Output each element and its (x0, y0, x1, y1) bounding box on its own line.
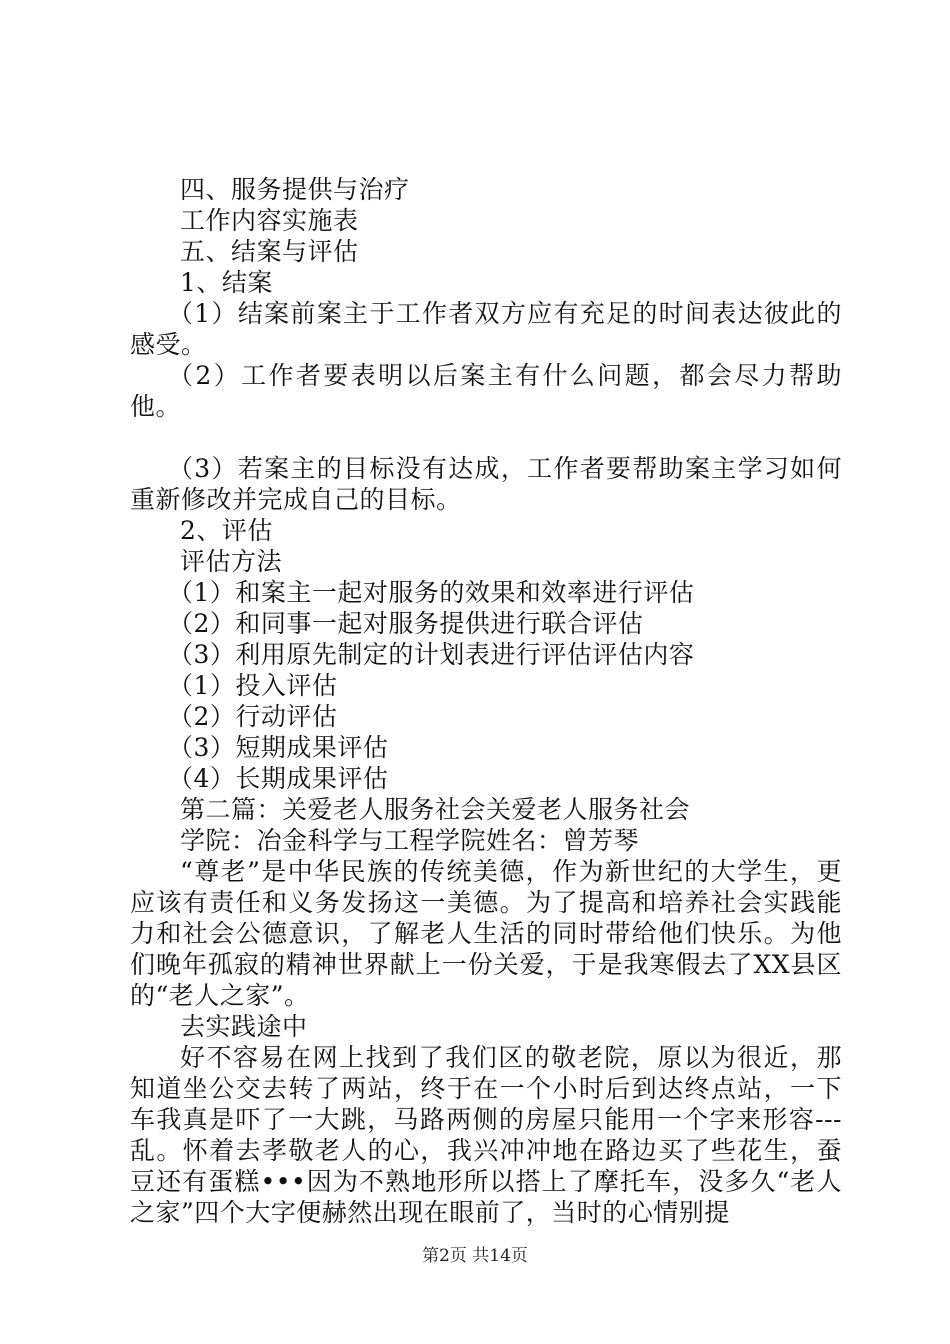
page-footer: 第2页 共14页 (422, 1246, 528, 1266)
paragraph: 好不容易在网上找到了我们区的敬老院，原以为很近，那知道坐公交去转了两站，终于在一个小时后到达终点站，一下车我真是吓了一大跳，马路两侧的房屋只能用一个字来形容---乱。怀着去孝敬老人的心，我兴冲冲地在路边买了些花生，蚕豆还有蛋糕•••因为不熟地形所以搭上了摩托车，没多久“老人之家”四个大字便赫然出现在眼前了，当时的心情别提 (130, 1043, 842, 1227)
list-item: （4）长期成果评估 (168, 764, 389, 793)
list-item: （3）利用原先制定的计划表进行评估评估内容 (168, 640, 695, 669)
paragraph: （3）若案主的目标没有达成，工作者要帮助案主学习如何重新修改并完成自己的目标。 (130, 454, 842, 514)
section-heading-service: 四、服务提供与治疗 (180, 175, 410, 204)
text-line: 工作内容实施表 (180, 206, 359, 235)
subheading-evaluation: 2、评估 (180, 516, 273, 545)
paragraph: （1）结案前案主于工作者双方应有充足的时间表达彼此的感受。 (130, 299, 842, 359)
section-heading-closing: 五、结案与评估 (180, 237, 359, 266)
subheading-closing: 1、结案 (180, 268, 273, 297)
blank-line (130, 422, 842, 453)
paragraph: （2）工作者要表明以后案主有什么问题，都会尽力帮助他。 (130, 361, 842, 421)
document-body (130, 174, 842, 1228)
list-item: （1）和案主一起对服务的效果和效率进行评估 (168, 578, 695, 607)
author-line: 学院：冶金科学与工程学院姓名：曾芳琴 (180, 826, 640, 855)
list-item: （3）短期成果评估 (168, 733, 389, 762)
list-item: （2）行动评估 (168, 702, 338, 731)
article-title: 第二篇：关爱老人服务社会关爱老人服务社会 (180, 795, 691, 824)
paragraph: “尊老”是中华民族的传统美德，作为新世纪的大学生，更应该有责任和义务发扬这一美德。为了提高和培养社会实践能力和社会公德意识，了解老人生活的同时带给他们快乐。为他们晚年孤寂的精神世界献上一份关爱，于是我寒假去了XX县区的“老人之家”。 (130, 857, 842, 1010)
list-item: （1）投入评估 (168, 671, 338, 700)
text-line: 去实践途中 (180, 1012, 308, 1041)
text-line: 评估方法 (180, 547, 283, 576)
list-item: （2）和同事一起对服务提供进行联合评估 (168, 609, 644, 638)
